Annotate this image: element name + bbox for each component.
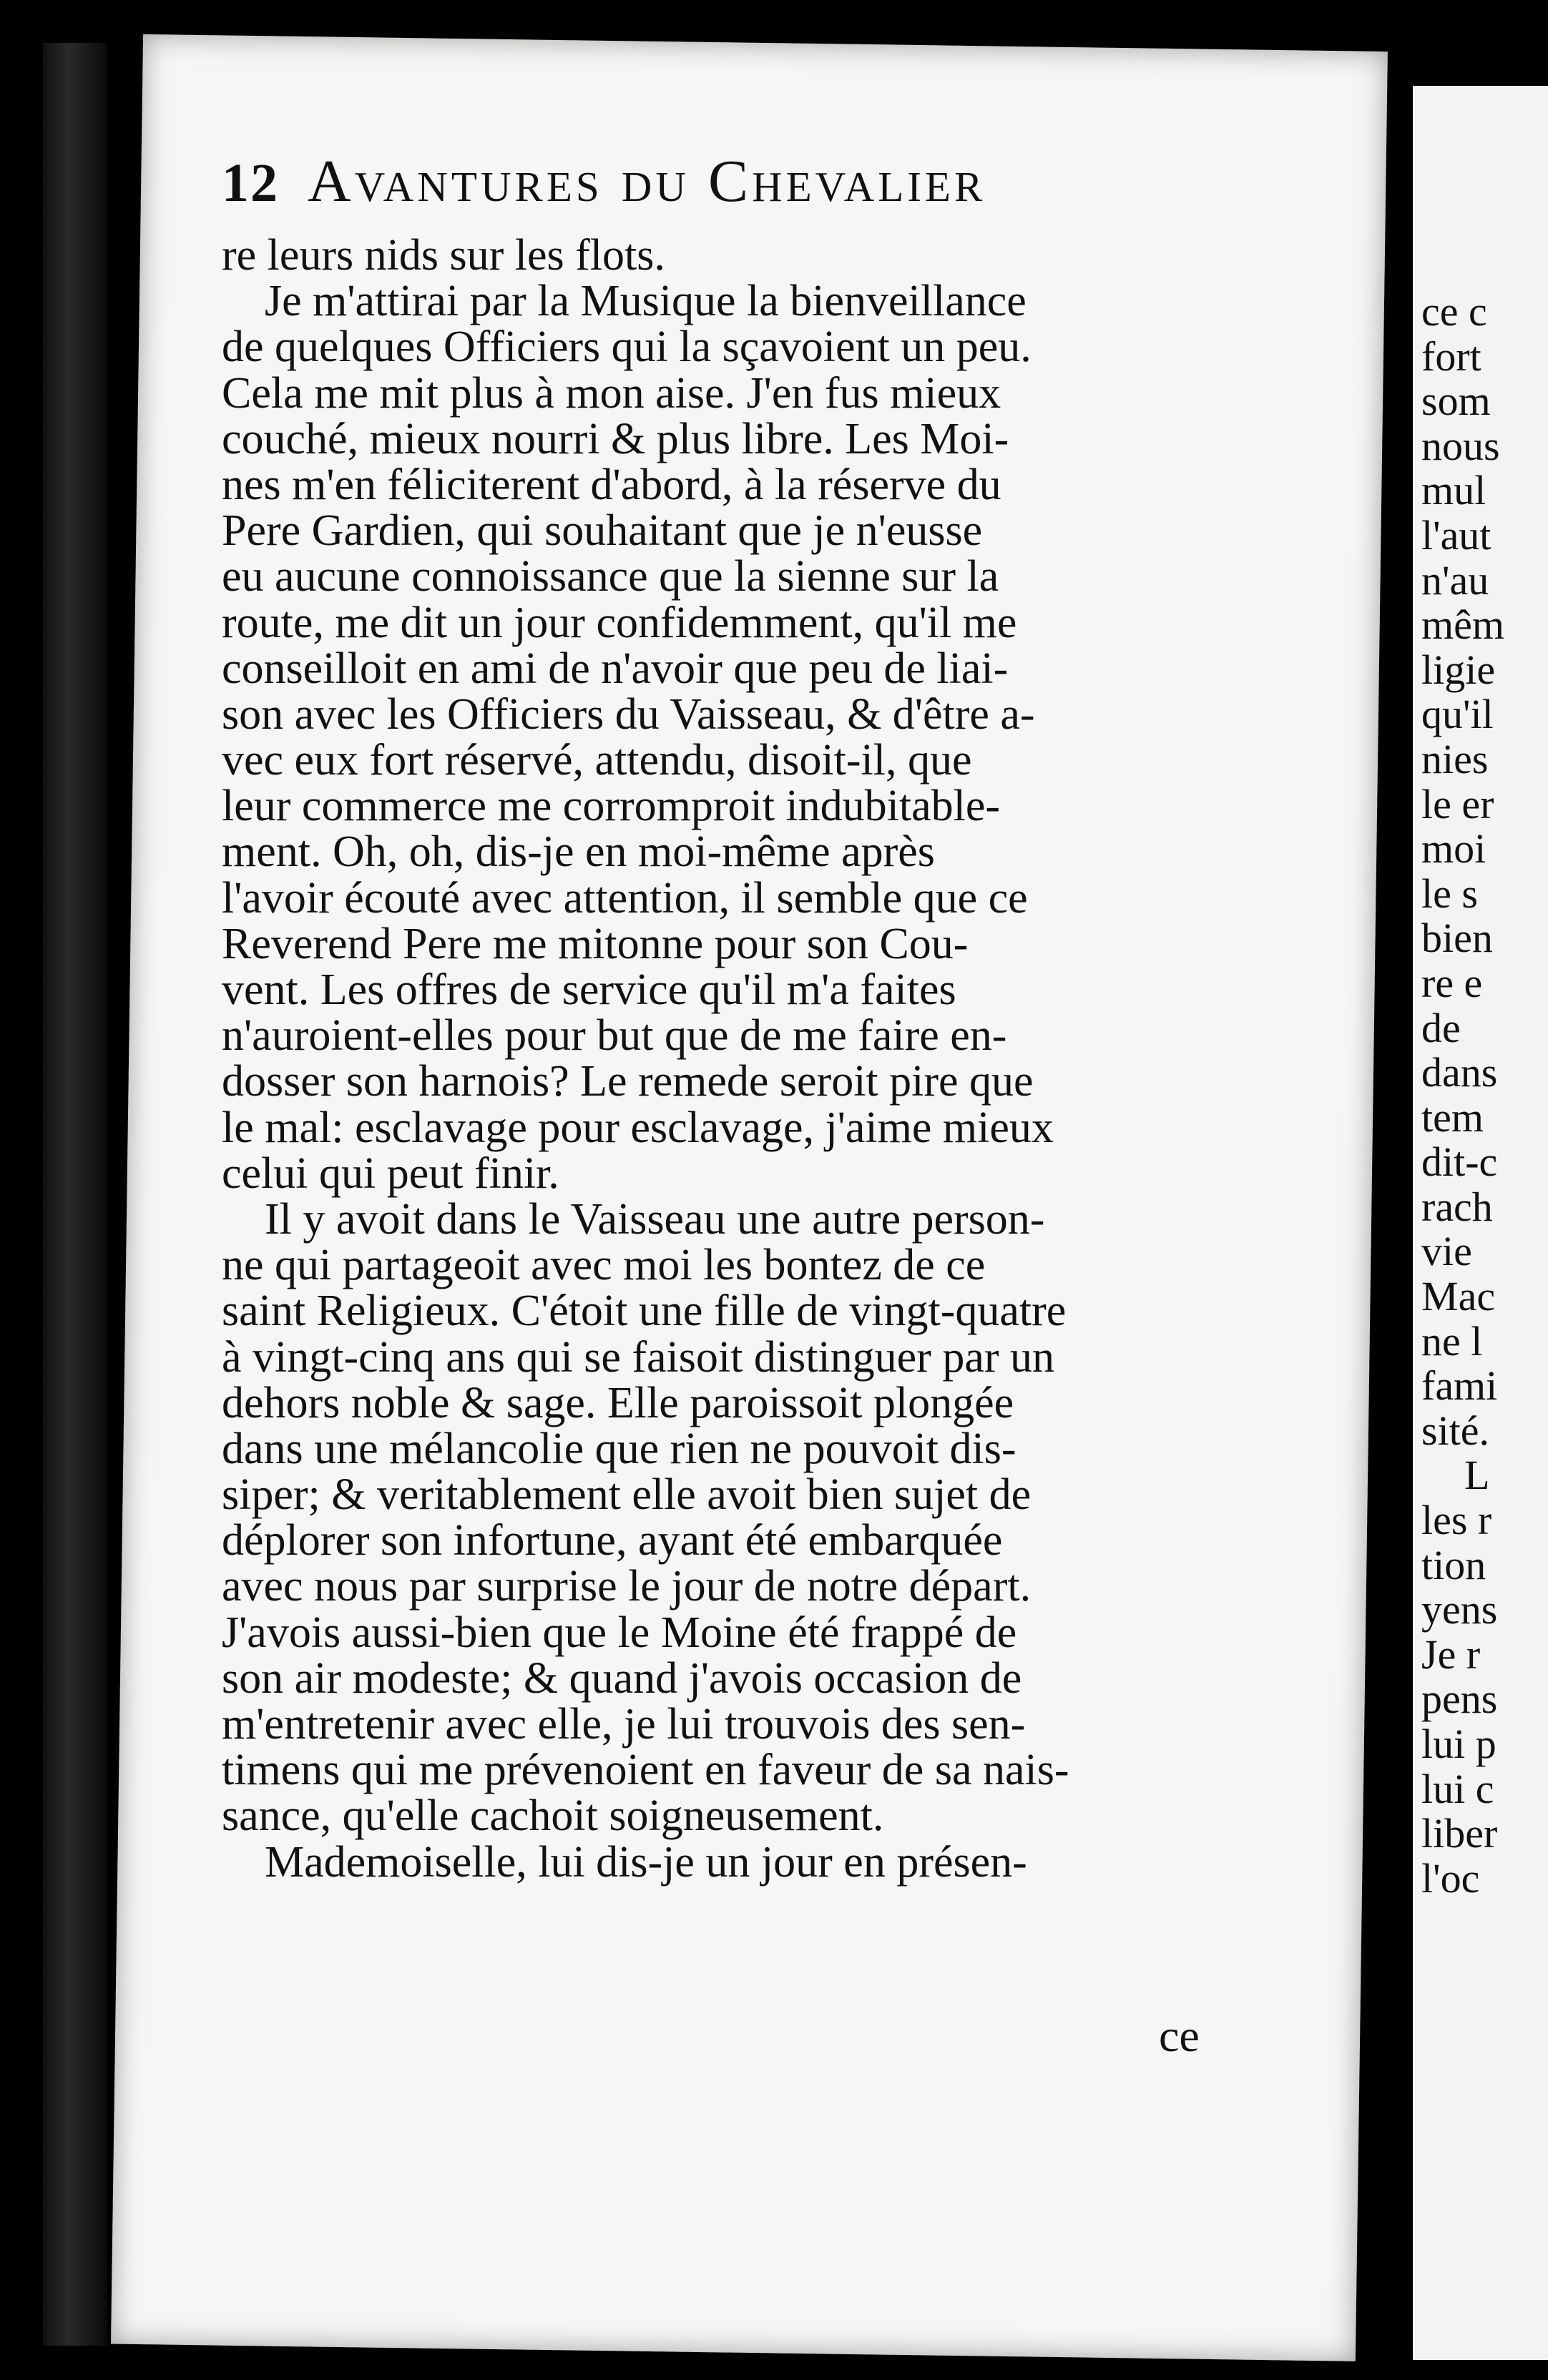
facing-text-line: de <box>1421 1004 1461 1051</box>
facing-text-line: fort <box>1421 333 1481 380</box>
catchword: ce <box>1159 2010 1200 2061</box>
running-title: Avantures du Chevalier <box>308 148 986 215</box>
text-line: conseilloit en ami de n'avoir que peu de liai- <box>222 644 1009 693</box>
text-line: couché, mieux nourri & plus libre. Les Moi- <box>222 414 1009 463</box>
body-text <box>222 232 1280 1885</box>
facing-text-line: mêm <box>1421 601 1504 649</box>
facing-text-line: bien <box>1421 915 1493 962</box>
text-line: son air modeste; & quand j'avois occasion de <box>222 1653 1022 1703</box>
facing-page-text <box>1421 290 1548 1901</box>
text-line: vec eux fort réservé, attendu, disoit-il, que <box>222 736 972 785</box>
facing-text-line: mul <box>1421 467 1486 514</box>
text-line: ne qui partageoit avec moi les bontez de ce <box>222 1241 986 1290</box>
page-gutter <box>1388 57 1413 2360</box>
text-line: de quelques Officiers qui la sçavoient un peu. <box>222 323 1032 372</box>
page-number: 12 <box>222 153 279 213</box>
running-head <box>222 147 1280 225</box>
facing-text-line: tem <box>1421 1093 1484 1141</box>
facing-text-line: som <box>1421 378 1491 425</box>
facing-text-line: re e <box>1421 959 1483 1006</box>
facing-text-line: ce c <box>1421 288 1487 335</box>
text-line: Reverend Pere me mitonne pour son Cou- <box>222 919 969 968</box>
text-line: timens qui me prévenoient en faveur de sa nais- <box>222 1746 1069 1795</box>
text-line: J'avois aussi-bien que le Moine été frappé de <box>222 1608 1017 1657</box>
text-line: dosser son harnois? Le remede seroit pire que <box>222 1057 1034 1106</box>
facing-text-line: yens <box>1421 1586 1498 1633</box>
text-line: l'avoir écouté avec attention, il semble que ce <box>222 873 1028 923</box>
text-line: Cela me mit plus à mon aise. J'en fus mieux <box>222 368 1001 418</box>
facing-text-line: l'oc <box>1421 1854 1480 1902</box>
text-line: celui qui peut finir. <box>222 1149 559 1198</box>
text-line: route, me dit un jour confidemment, qu'il me <box>222 598 1017 647</box>
text-line: saint Religieux. C'étoit une fille de vingt-quatre <box>222 1287 1067 1336</box>
facing-text-line: fami <box>1421 1362 1498 1410</box>
text-line: avec nous par surprise le jour de notre départ. <box>222 1562 1032 1611</box>
facing-text-line: nous <box>1421 422 1500 469</box>
text-line: nes m'en féliciterent d'abord, à la réserve du <box>222 460 1001 509</box>
facing-text-line: ligie <box>1421 646 1496 693</box>
facing-text-line: dans <box>1421 1049 1498 1096</box>
facing-text-line: le s <box>1421 870 1478 917</box>
text-line: eu aucune connoissance que la sienne sur la <box>222 552 999 601</box>
text-line: vent. Les offres de service qu'il m'a faites <box>222 965 956 1014</box>
text-line: à vingt-cinq ans qui se faisoit distinguer par un <box>222 1332 1054 1382</box>
text-line: n'auroient-elles pour but que de me faire en- <box>222 1011 1007 1061</box>
text-line: sance, qu'elle cachoit soigneusement. <box>222 1791 884 1841</box>
facing-text-line: tion <box>1421 1541 1486 1588</box>
facing-text-line: lui c <box>1421 1765 1494 1812</box>
facing-text-line: liber <box>1421 1810 1498 1857</box>
text-line: Il y avoit dans le Vaisseau une autre person- <box>265 1194 1045 1244</box>
facing-text-line: vie <box>1421 1228 1472 1275</box>
facing-text-line: dit-c <box>1421 1139 1498 1186</box>
book-spine-edge <box>43 43 107 2346</box>
facing-text-line: rach <box>1421 1183 1493 1230</box>
text-line: Pere Gardien, qui souhaitant que je n'eusse <box>222 506 983 556</box>
facing-text-line: l'aut <box>1421 511 1491 559</box>
facing-text-line: Je r <box>1421 1631 1481 1678</box>
text-line: leur commerce me corromproit indubitable- <box>222 782 1001 831</box>
text-line: dans une mélancolie que rien ne pouvoit dis- <box>222 1424 1017 1473</box>
facing-text-line: pens <box>1421 1676 1498 1723</box>
facing-text-line: sité. <box>1421 1407 1490 1454</box>
text-line: ment. Oh, oh, dis-je en moi-même après <box>222 827 935 877</box>
text-line: siper; & veritablement elle avoit bien sujet de <box>222 1470 1032 1520</box>
text-line: Mademoiselle, lui dis-je un jour en présen- <box>265 1837 1027 1887</box>
facing-page <box>1413 86 1548 2360</box>
facing-text-line: n'au <box>1421 556 1489 604</box>
text-line: Je m'attirai par la Musique la bienveillance <box>265 277 1027 326</box>
facing-text-line: le er <box>1421 780 1494 827</box>
facing-text-line: les r <box>1421 1497 1492 1544</box>
text-line: dehors noble & sage. Elle paroissoit plongée <box>222 1378 1014 1427</box>
text-line: m'entretenir avec elle, je lui trouvois des sen- <box>222 1700 1026 1749</box>
facing-text-line: Mac <box>1421 1273 1496 1320</box>
facing-text-line: ne l <box>1421 1317 1483 1364</box>
text-line: déplorer son infortune, ayant été embarquée <box>222 1516 1003 1565</box>
text-line: re leurs nids sur les flots. <box>222 231 665 280</box>
facing-text-line: L <box>1464 1452 1490 1499</box>
text-line: le mal: esclavage pour esclavage, j'aime mieux <box>222 1103 1054 1152</box>
facing-text-line: lui p <box>1421 1721 1496 1767</box>
text-line: son avec les Officiers du Vaisseau, & d'être a- <box>222 689 1035 739</box>
facing-text-line: moi <box>1421 825 1486 872</box>
facing-text-line: qu'il <box>1421 691 1494 738</box>
facing-text-line: nies <box>1421 735 1489 782</box>
